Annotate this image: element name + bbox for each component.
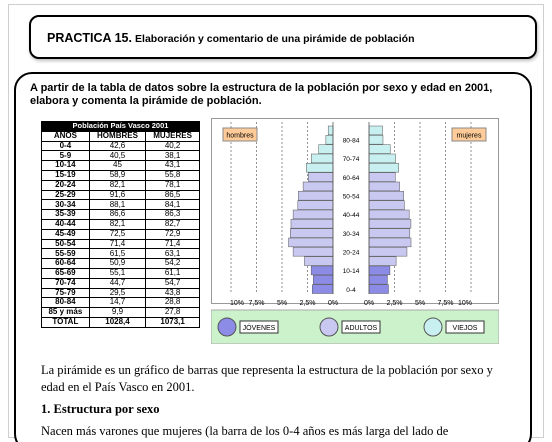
population-table [41, 121, 200, 328]
bar-men [289, 238, 333, 247]
legend-swatch [424, 318, 442, 336]
x-tick-label: 2,5% [386, 300, 403, 307]
bar-women [369, 238, 411, 247]
cell-women: 43,1 [146, 161, 200, 171]
bar-women [369, 135, 383, 144]
cell-age: 25-29 [42, 190, 90, 200]
table-row [42, 288, 200, 298]
bar-men [303, 182, 333, 191]
bar-women [369, 210, 409, 219]
x-tick-label: 10% [229, 300, 245, 307]
cell-age: 55-59 [42, 249, 90, 259]
total-cell: 1073,1 [146, 317, 200, 327]
age-label: 0-4 [346, 286, 356, 294]
bar-men [293, 247, 333, 256]
cell-men: 50,9 [89, 259, 145, 269]
men-label: hombres [226, 132, 254, 140]
bar-men [290, 229, 333, 238]
bar-men [293, 210, 333, 219]
table-row [42, 210, 200, 220]
cell-women: 28,8 [146, 298, 200, 308]
bar-men [308, 173, 333, 182]
cell-women: 84,1 [146, 200, 200, 210]
bar-women [369, 163, 399, 172]
cell-women: 54,2 [146, 259, 200, 269]
cell-women: 54,7 [146, 278, 200, 288]
legend-swatch [320, 318, 338, 336]
cell-women: 72,9 [146, 229, 200, 239]
cell-women: 27,8 [146, 308, 200, 318]
bar-women [369, 191, 404, 200]
age-label: 70-74 [342, 156, 360, 164]
legend-label: ADULTOS [344, 325, 378, 332]
x-tick-label: 10% [457, 300, 473, 307]
table-row [42, 308, 200, 318]
x-tick-label: 0% [327, 300, 339, 307]
cell-women: 40,2 [146, 141, 200, 151]
pyramid-svg [211, 118, 499, 344]
women-label: mujeres [456, 132, 482, 140]
cell-age: 70-74 [42, 278, 90, 288]
bar-women [369, 126, 382, 135]
cell-age: 35-39 [42, 210, 90, 220]
cell-men: 29,5 [89, 288, 145, 298]
bar-men [298, 201, 333, 210]
bar-men [312, 285, 333, 294]
table-row [42, 268, 200, 278]
bar-women [369, 229, 410, 238]
bar-men [311, 154, 333, 163]
cell-women: 55,8 [146, 170, 200, 180]
age-label: 40-44 [342, 212, 360, 220]
bar-women [369, 266, 390, 275]
table-row [42, 249, 200, 259]
table-row [42, 278, 200, 288]
age-label: 30-34 [342, 230, 360, 238]
population-pyramid-chart [211, 118, 499, 344]
cell-age: 30-34 [42, 200, 90, 210]
x-tick-label: 5% [414, 300, 426, 307]
table-row [42, 229, 200, 239]
cell-age: 0-4 [42, 141, 90, 151]
cell-men: 72,5 [89, 229, 145, 239]
description-paragraph: La pirámide es un gráfico de barras que representa la estructura de la población por sexo y edad en el País Vasco en 2001. [41, 363, 493, 394]
cell-men: 55,1 [89, 268, 145, 278]
total-cell: 1028,4 [89, 317, 145, 327]
cell-men: 61,5 [89, 249, 145, 259]
section-text: Nacen más varones que mujeres (la barra de los 0-4 años es más larga del lado de [41, 424, 449, 438]
table-row [42, 298, 200, 308]
bar-women [369, 145, 390, 154]
bar-men [313, 275, 333, 284]
cell-men: 40,5 [89, 151, 145, 161]
bar-women [369, 173, 395, 182]
table-total-row [42, 317, 200, 327]
bar-men [291, 219, 333, 228]
cell-age: 10-14 [42, 161, 90, 171]
table-row [42, 200, 200, 210]
cell-women: 63,1 [146, 249, 200, 259]
bar-women [369, 247, 407, 256]
bar-men [304, 257, 333, 266]
col-header-men: HOMBRES [89, 131, 145, 141]
table-row [42, 151, 200, 161]
cell-men: 82,1 [89, 219, 145, 229]
bar-men [306, 163, 333, 172]
cell-women: 38,1 [146, 151, 200, 161]
cell-men: 42,6 [89, 141, 145, 151]
age-label: 50-54 [342, 193, 360, 201]
cell-age: 60-64 [42, 259, 90, 269]
cell-men: 44,7 [89, 278, 145, 288]
cell-women: 61,1 [146, 268, 200, 278]
x-tick-label: 5% [276, 300, 288, 307]
cell-men: 88,1 [89, 200, 145, 210]
col-header-age: AÑOS [42, 131, 90, 141]
cell-age: 20-24 [42, 180, 90, 190]
plot-frame [212, 119, 499, 304]
bar-men [326, 135, 333, 144]
cell-age: 50-54 [42, 239, 90, 249]
cell-age: 15-19 [42, 170, 90, 180]
bar-women [369, 275, 387, 284]
table-row [42, 141, 200, 151]
table-row [42, 239, 200, 249]
age-label: 80-84 [342, 137, 360, 145]
cell-men: 9,9 [89, 308, 145, 318]
cell-women: 78,1 [146, 180, 200, 190]
total-cell: TOTAL [42, 317, 90, 327]
cell-men: 14,7 [89, 298, 145, 308]
cell-men: 82,1 [89, 180, 145, 190]
bar-men [328, 126, 333, 135]
cell-men: 71,4 [89, 239, 145, 249]
instructions: A partir de la tabla de datos sobre la estructura de la población por sexo y edad en 2001, elabora y comenta la pirámide de población. [30, 82, 493, 107]
section-title: 1. Estructura por sexo [41, 402, 160, 416]
cell-age: 80-84 [42, 298, 90, 308]
bar-women [369, 285, 388, 294]
cell-women: 86,3 [146, 210, 200, 220]
cell-men: 91,6 [89, 190, 145, 200]
cell-men: 58,9 [89, 170, 145, 180]
x-tick-label: 0% [363, 300, 375, 307]
col-header-women: MUJERES [146, 131, 200, 141]
bar-men [298, 191, 333, 200]
age-label: 20-24 [342, 249, 360, 257]
table-row [42, 161, 200, 171]
cell-women: 43,8 [146, 288, 200, 298]
cell-age: 65-69 [42, 268, 90, 278]
bar-women [369, 257, 396, 266]
table-caption: Población País Vasco 2001 [42, 122, 200, 132]
cell-age: 85 y más [42, 308, 90, 318]
cell-men: 45 [89, 161, 145, 171]
bar-women [369, 182, 400, 191]
table-row [42, 259, 200, 269]
practice-label: PRACTICA 15. [47, 31, 132, 45]
practice-header [29, 15, 537, 59]
cell-men: 86,6 [89, 210, 145, 220]
cell-women: 86,5 [146, 190, 200, 200]
x-tick-label: 7,5% [437, 300, 454, 307]
bar-women [369, 219, 411, 228]
cell-age: 75-79 [42, 288, 90, 298]
table-row [42, 190, 200, 200]
table-row [42, 170, 200, 180]
cell-women: 82,7 [146, 219, 200, 229]
legend-swatch [218, 318, 236, 336]
cell-women: 71,4 [146, 239, 200, 249]
x-tick-label: 7,5% [248, 300, 265, 307]
bar-men [319, 145, 333, 154]
x-tick-label: 2,5% [299, 300, 316, 307]
age-label: 60-64 [342, 174, 360, 182]
cell-age: 45-49 [42, 229, 90, 239]
legend-label: JÓVENES [242, 325, 276, 332]
bar-men [311, 266, 333, 275]
table-row [42, 219, 200, 229]
practice-title: Elaboración y comentario de una pirámide de población [135, 33, 415, 45]
cell-age: 40-44 [42, 219, 90, 229]
bar-women [369, 201, 404, 210]
table-row [42, 180, 200, 190]
bar-women [369, 154, 396, 163]
legend-label: VIEJOS [452, 325, 478, 332]
cell-age: 5-9 [42, 151, 90, 161]
age-label: 10-14 [342, 268, 360, 276]
